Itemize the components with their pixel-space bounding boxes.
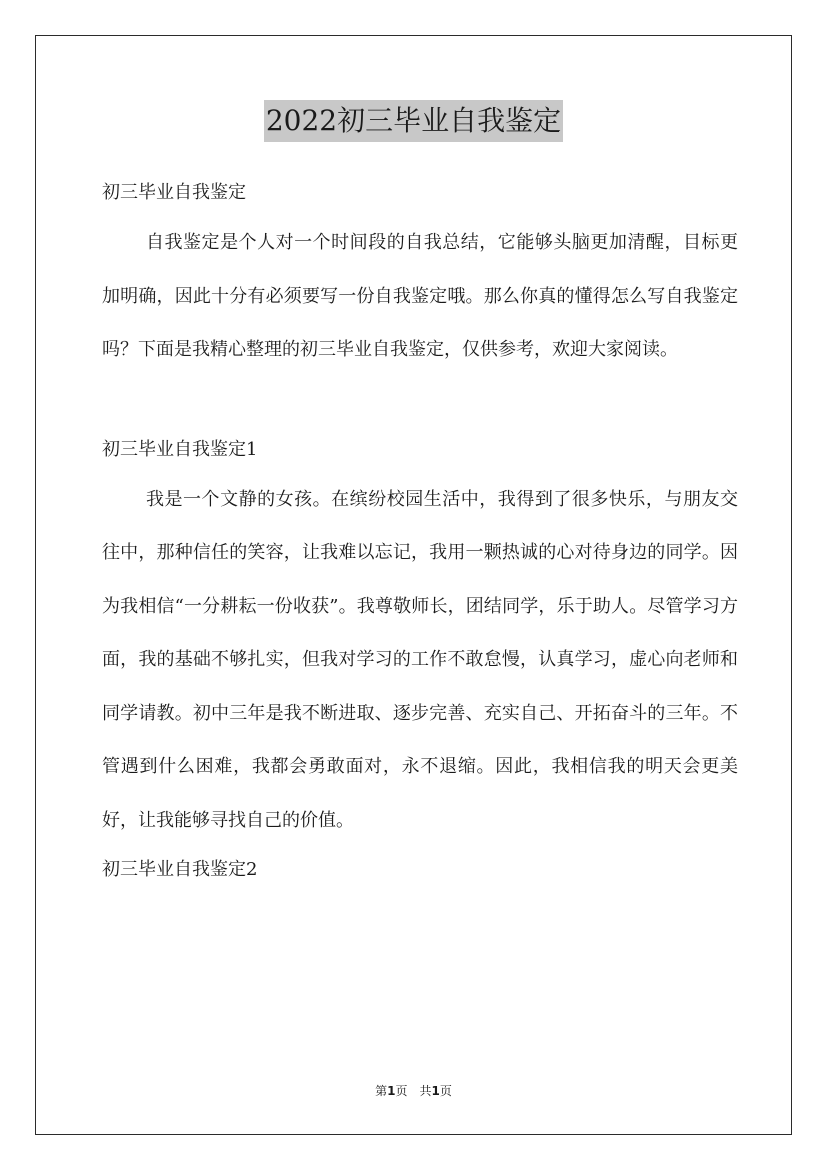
footer-page-suffix: 页 xyxy=(395,1084,408,1098)
paragraph-spacer xyxy=(102,377,738,427)
footer-total-suffix: 页 xyxy=(439,1084,452,1098)
footer-page-prefix: 第 xyxy=(375,1084,388,1098)
footer-total-number: 1 xyxy=(431,1084,440,1098)
page-footer xyxy=(0,1082,827,1099)
section-heading-intro: 初三毕业自我鉴定 xyxy=(102,182,246,203)
footer-total-prefix: 共 xyxy=(419,1084,432,1098)
footer-page-number: 1 xyxy=(387,1084,396,1098)
section-paragraph-intro: 自我鉴定是个人对一个时间段的自我总结，它能够头脑更加清醒，目标更加明确，因此十分有必须要写一份自我鉴定哦。那么你真的懂得怎么写自我鉴定吗？下面是我精心整理的初三毕业自我鉴定，仅供参考，欢迎大家阅读。 xyxy=(102,232,738,360)
document-body xyxy=(102,170,738,893)
document-title: 2022初三毕业自我鉴定 xyxy=(264,100,563,142)
document-title-wrapper xyxy=(0,100,827,142)
section-paragraph-1: 我是一个文静的女孩。在缤纷校园生活中，我得到了很多快乐，与朋友交往中，那种信任的笑容，让我难以忘记，我用一颗热诚的心对待身边的同学。因为我相信“一分耕耘一份收获”。我尊敬师长，团结同学，乐于助人。尽管学习方面，我的基础不够扎实，但我对学习的工作不敢怠慢，认真学习，虚心向老师和同学请教。初中三年是我不断进取、逐步完善、充实自己、开拓奋斗的三年。不管遇到什么困难，我都会勇敢面对，永不退缩。因此，我相信我的明天会更美好，让我能够寻找自己的价值。 xyxy=(102,488,738,831)
section-heading-1: 初三毕业自我鉴定1 xyxy=(102,438,258,460)
section-heading-2: 初三毕业自我鉴定2 xyxy=(102,859,258,880)
